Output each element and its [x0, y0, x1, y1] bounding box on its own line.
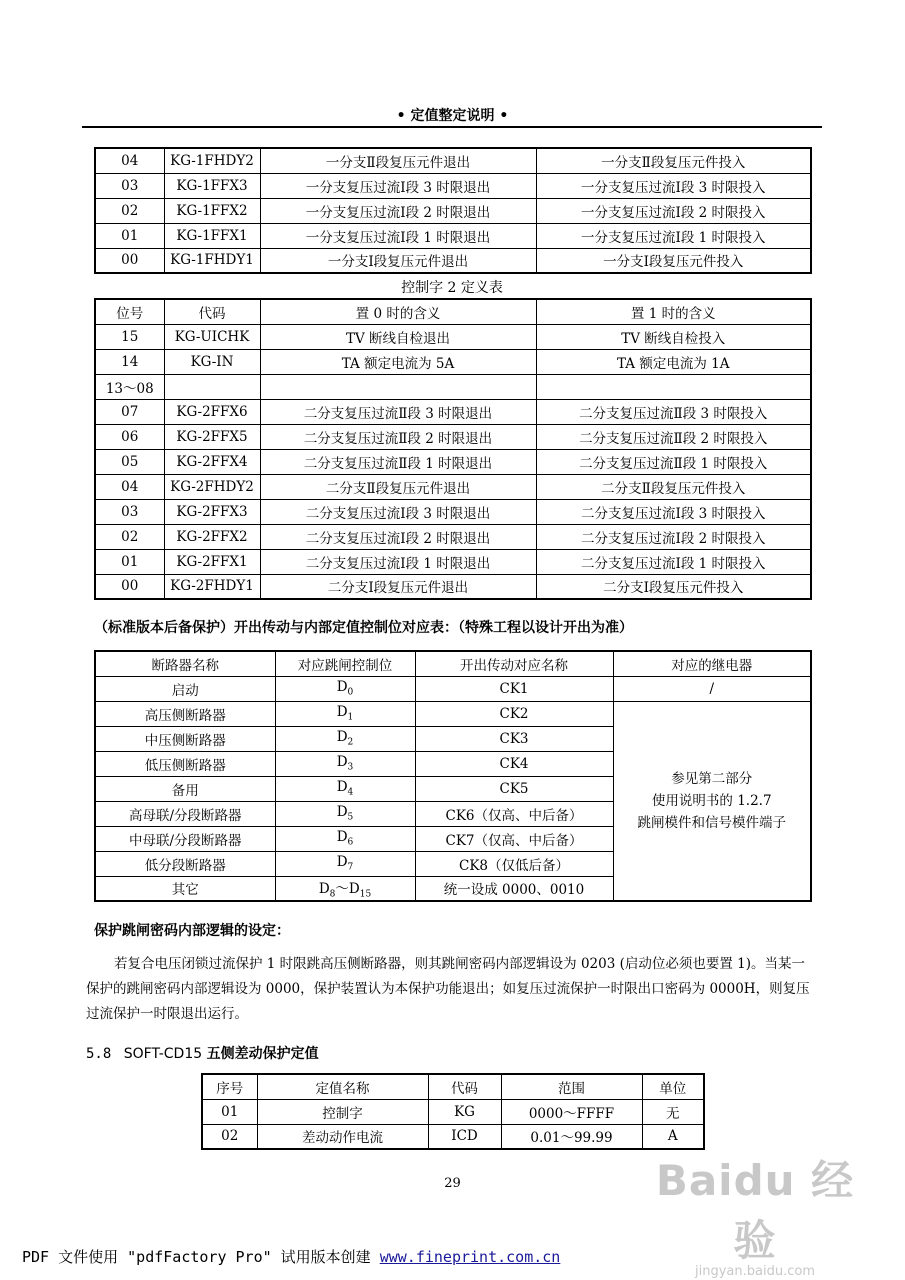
relay-merged-cell [613, 701, 811, 901]
control-bit-letter: D [336, 679, 348, 696]
cd15-settings-table [201, 1073, 705, 1150]
col-header-meaning-1: 置 1 时的含义 [536, 299, 811, 324]
section-title: 五侧差动保护定值 [206, 1046, 319, 1062]
meaning-0-cell: TA 额定电流为 5A [260, 349, 536, 374]
bit-cell: 04 [95, 148, 164, 173]
setting-name-cell: 差动动作电流 [257, 1124, 428, 1149]
output-name-cell: CK7（仅高、中后备） [415, 826, 613, 851]
code-cell: KG-UICHK [164, 324, 260, 349]
table-row [95, 574, 811, 599]
breaker-name-cell: 备用 [95, 776, 275, 801]
meaning-1-cell: 二分支Ⅰ段复压元件投入 [536, 574, 811, 599]
output-name-cell: CK3 [415, 726, 613, 751]
table-row [95, 349, 811, 374]
meaning-1-cell: 一分支Ⅰ段复压元件投入 [536, 248, 811, 273]
code-cell: KG-2FFX2 [164, 524, 260, 549]
meaning-1-cell: 一分支复压过流Ⅰ段 1 时限投入 [536, 223, 811, 248]
control-word-2-caption: 控制字 2 定义表 [401, 280, 503, 296]
control-bit-index: 5 [347, 812, 354, 823]
table-row [95, 474, 811, 499]
relay-note-line: 跳闸模件和信号模件端子 [637, 814, 786, 831]
control-bit-cell [275, 751, 415, 776]
control-bit-cell [275, 701, 415, 726]
meaning-1-cell: 二分支复压过流Ⅰ段 2 时限投入 [536, 524, 811, 549]
col-header-code: 代码 [428, 1074, 501, 1099]
bit-cell: 03 [95, 173, 164, 198]
table-row [95, 676, 811, 701]
bit-cell: 01 [95, 549, 164, 574]
code-cell: ICD [428, 1124, 501, 1149]
trip-code-logic-heading: 保护跳闸密码内部逻辑的设定： [94, 923, 290, 939]
range-tilde: ～ [335, 880, 349, 897]
footer-link[interactable]: www.fineprint.com.cn [379, 1248, 561, 1266]
header-rule [82, 126, 822, 128]
control-bit-cell [275, 726, 415, 751]
meaning-0-cell: 二分支复压过流Ⅱ段 2 时限退出 [260, 424, 536, 449]
bit-cell: 13～08 [95, 374, 164, 399]
control-bit-cell [275, 876, 415, 901]
col-header-unit: 单位 [642, 1074, 704, 1099]
section-code: SOFT-CD15 [123, 1046, 203, 1062]
control-word-1-table-continued [94, 147, 812, 274]
code-cell: KG-1FFX3 [164, 173, 260, 198]
meaning-1-cell: 二分支复压过流Ⅰ段 1 时限投入 [536, 549, 811, 574]
table-row [95, 324, 811, 349]
bit-cell: 02 [95, 524, 164, 549]
bit-cell: 00 [95, 574, 164, 599]
meaning-0-cell: 一分支Ⅱ段复压元件退出 [260, 148, 536, 173]
control-bit-letter: D [336, 754, 348, 771]
code-cell: KG-1FFX2 [164, 198, 260, 223]
breaker-name-cell: 中压侧断路器 [95, 726, 275, 751]
footer-text: PDF 文件使用 "pdfFactory Pro" 试用版本创建 [22, 1248, 380, 1266]
bit-cell: 00 [95, 248, 164, 273]
code-cell: KG-2FFX1 [164, 549, 260, 574]
table-row [202, 1099, 704, 1124]
meaning-0-cell: 二分支Ⅰ段复压元件退出 [260, 574, 536, 599]
bit-cell: 01 [95, 223, 164, 248]
control-bit-index: 4 [347, 787, 354, 798]
code-cell: KG-2FHDY1 [164, 574, 260, 599]
table-row [95, 449, 811, 474]
meaning-0-cell: 二分支复压过流Ⅰ段 1 时限退出 [260, 549, 536, 574]
meaning-1-cell [536, 374, 811, 399]
control-bit-index: 0 [347, 687, 354, 698]
breaker-name-cell: 其它 [95, 876, 275, 901]
meaning-0-cell: TV 断线自检退出 [260, 324, 536, 349]
bit-cell: 03 [95, 499, 164, 524]
control-bit-cell [275, 676, 415, 701]
code-cell: KG-2FFX5 [164, 424, 260, 449]
bit-cell: 05 [95, 449, 164, 474]
breaker-name-cell: 高压侧断路器 [95, 701, 275, 726]
pdf-footer [22, 1246, 560, 1267]
meaning-0-cell: 二分支复压过流Ⅱ段 3 时限退出 [260, 399, 536, 424]
output-name-cell: CK1 [415, 676, 613, 701]
code-cell: KG-1FHDY1 [164, 248, 260, 273]
meaning-0-cell [260, 374, 536, 399]
output-name-cell: CK6（仅高、中后备） [415, 801, 613, 826]
code-cell: KG-1FHDY2 [164, 148, 260, 173]
output-name-cell: CK8（仅低后备） [415, 851, 613, 876]
meaning-1-cell: 一分支复压过流Ⅰ段 3 时限投入 [536, 173, 811, 198]
bit-cell: 07 [95, 399, 164, 424]
meaning-0-cell: 一分支复压过流Ⅰ段 3 时限退出 [260, 173, 536, 198]
control-bit-letter: D [336, 779, 348, 796]
control-bit-letter: D [336, 804, 348, 821]
seq-cell: 02 [202, 1124, 257, 1149]
code-cell: KG-2FFX4 [164, 449, 260, 474]
seq-cell: 01 [202, 1099, 257, 1124]
col-header-code: 代码 [164, 299, 260, 324]
table-row [95, 701, 811, 726]
relay-note-line: 参见第二部分 [671, 770, 753, 787]
meaning-1-cell: TV 断线自检投入 [536, 324, 811, 349]
relay-cell: / [613, 676, 811, 701]
meaning-1-cell: 一分支复压过流Ⅰ段 2 时限投入 [536, 198, 811, 223]
table-row [95, 399, 811, 424]
output-name-cell: CK5 [415, 776, 613, 801]
control-bit-letter: D [348, 880, 360, 897]
table-row [95, 198, 811, 223]
page-number: 29 [444, 1176, 461, 1191]
table-row [95, 374, 811, 399]
code-cell: KG-IN [164, 349, 260, 374]
bit-cell: 14 [95, 349, 164, 374]
control-bit-index: 8 [329, 889, 336, 900]
control-bit-index: 7 [347, 862, 354, 873]
section-number: 5.8 [86, 1046, 112, 1062]
col-header-seq: 序号 [202, 1074, 257, 1099]
baidu-watermark [645, 1148, 865, 1279]
table-row [95, 148, 811, 173]
control-word-2-table [94, 298, 812, 600]
running-header: • 定值整定说明 • [396, 108, 509, 124]
table-row [95, 549, 811, 574]
tripping-output-table [94, 650, 812, 902]
breaker-name-cell: 启动 [95, 676, 275, 701]
table-row [95, 248, 811, 273]
table-row [202, 1124, 704, 1149]
meaning-0-cell: 二分支复压过流Ⅰ段 2 时限退出 [260, 524, 536, 549]
bit-cell: 04 [95, 474, 164, 499]
code-cell: KG-2FFX6 [164, 399, 260, 424]
meaning-0-cell: 二分支Ⅱ段复压元件退出 [260, 474, 536, 499]
control-bit-letter: D [336, 854, 348, 871]
unit-cell: 无 [642, 1099, 704, 1124]
control-bit-cell [275, 826, 415, 851]
code-cell: KG [428, 1099, 501, 1124]
col-header-output-name: 开出传动对应名称 [415, 651, 613, 676]
table-row [95, 173, 811, 198]
meaning-1-cell: 一分支Ⅱ段复压元件投入 [536, 148, 811, 173]
code-cell: KG-2FHDY2 [164, 474, 260, 499]
bit-cell: 06 [95, 424, 164, 449]
section-5-8-heading [86, 1043, 319, 1063]
trip-code-logic-paragraph: 若复合电压闭锁过流保护 1 时限跳高压侧断路器，则其跳闸密码内部逻辑设为 0203 (启动位必须也要置 1)。当某一保护的跳闸密码内部逻辑设为 0000，保护装置认为本保护功能退出；如复压过流保护一时限出口密码为 0000H，则复压过流保护一时限退出运行。 [86, 956, 810, 1022]
control-bit-letter: D [318, 880, 330, 897]
table-row [95, 499, 811, 524]
code-cell [164, 374, 260, 399]
breaker-name-cell: 中母联/分段断路器 [95, 826, 275, 851]
output-name-cell: CK2 [415, 701, 613, 726]
breaker-name-cell: 低分段断路器 [95, 851, 275, 876]
range-cell: 0000～FFFF [501, 1099, 642, 1124]
control-bit-index: 1 [347, 712, 354, 723]
control-bit-cell [275, 776, 415, 801]
control-bit-letter: D [336, 729, 348, 746]
output-name-cell: 统一设成 0000、0010 [415, 876, 613, 901]
control-bit-index: 15 [359, 889, 372, 900]
relay-note-line: 使用说明书的 1.2.7 [651, 792, 772, 809]
range-cell: 0.01～99.99 [501, 1124, 642, 1149]
watermark-brand: Baidu 经验 [655, 1156, 855, 1265]
control-bit-index: 2 [347, 737, 354, 748]
control-bit-letter: D [336, 704, 348, 721]
meaning-0-cell: 一分支Ⅰ段复压元件退出 [260, 248, 536, 273]
col-header-range: 范围 [501, 1074, 642, 1099]
table-row [95, 524, 811, 549]
breaker-name-cell: 高母联/分段断路器 [95, 801, 275, 826]
control-bit-cell [275, 801, 415, 826]
output-name-cell: CK4 [415, 751, 613, 776]
table-row [95, 424, 811, 449]
meaning-0-cell: 一分支复压过流Ⅰ段 1 时限退出 [260, 223, 536, 248]
control-bit-cell [275, 851, 415, 876]
col-header-meaning-0: 置 0 时的含义 [260, 299, 536, 324]
col-header-breaker: 断路器名称 [95, 651, 275, 676]
col-header-setting-name: 定值名称 [257, 1074, 428, 1099]
breaker-name-cell: 低压侧断路器 [95, 751, 275, 776]
meaning-1-cell: 二分支复压过流Ⅱ段 2 时限投入 [536, 424, 811, 449]
bit-cell: 02 [95, 198, 164, 223]
col-header-bit: 位号 [95, 299, 164, 324]
control-bit-index: 3 [347, 762, 354, 773]
table-row [95, 223, 811, 248]
setting-name-cell: 控制字 [257, 1099, 428, 1124]
meaning-0-cell: 二分支复压过流Ⅱ段 1 时限退出 [260, 449, 536, 474]
col-header-control-bit: 对应跳闸控制位 [275, 651, 415, 676]
col-header-relay: 对应的继电器 [613, 651, 811, 676]
watermark-url: jingyan.baidu.com [695, 1264, 815, 1279]
control-bit-index: 6 [347, 837, 354, 848]
unit-cell: A [642, 1124, 704, 1149]
meaning-1-cell: 二分支复压过流Ⅱ段 1 时限投入 [536, 449, 811, 474]
control-bit-letter: D [336, 829, 348, 846]
meaning-1-cell: 二分支Ⅱ段复压元件投入 [536, 474, 811, 499]
meaning-1-cell: 二分支复压过流Ⅰ段 3 时限投入 [536, 499, 811, 524]
meaning-1-cell: 二分支复压过流Ⅱ段 3 时限投入 [536, 399, 811, 424]
meaning-0-cell: 二分支复压过流Ⅰ段 3 时限退出 [260, 499, 536, 524]
code-cell: KG-2FFX3 [164, 499, 260, 524]
meaning-1-cell: TA 额定电流为 1A [536, 349, 811, 374]
meaning-0-cell: 一分支复压过流Ⅰ段 2 时限退出 [260, 198, 536, 223]
code-cell: KG-1FFX1 [164, 223, 260, 248]
tripping-table-heading: （标准版本后备保护）开出传动与内部定值控制位对应表：（特殊工程以设计开出为准） [94, 620, 633, 636]
bit-cell: 15 [95, 324, 164, 349]
